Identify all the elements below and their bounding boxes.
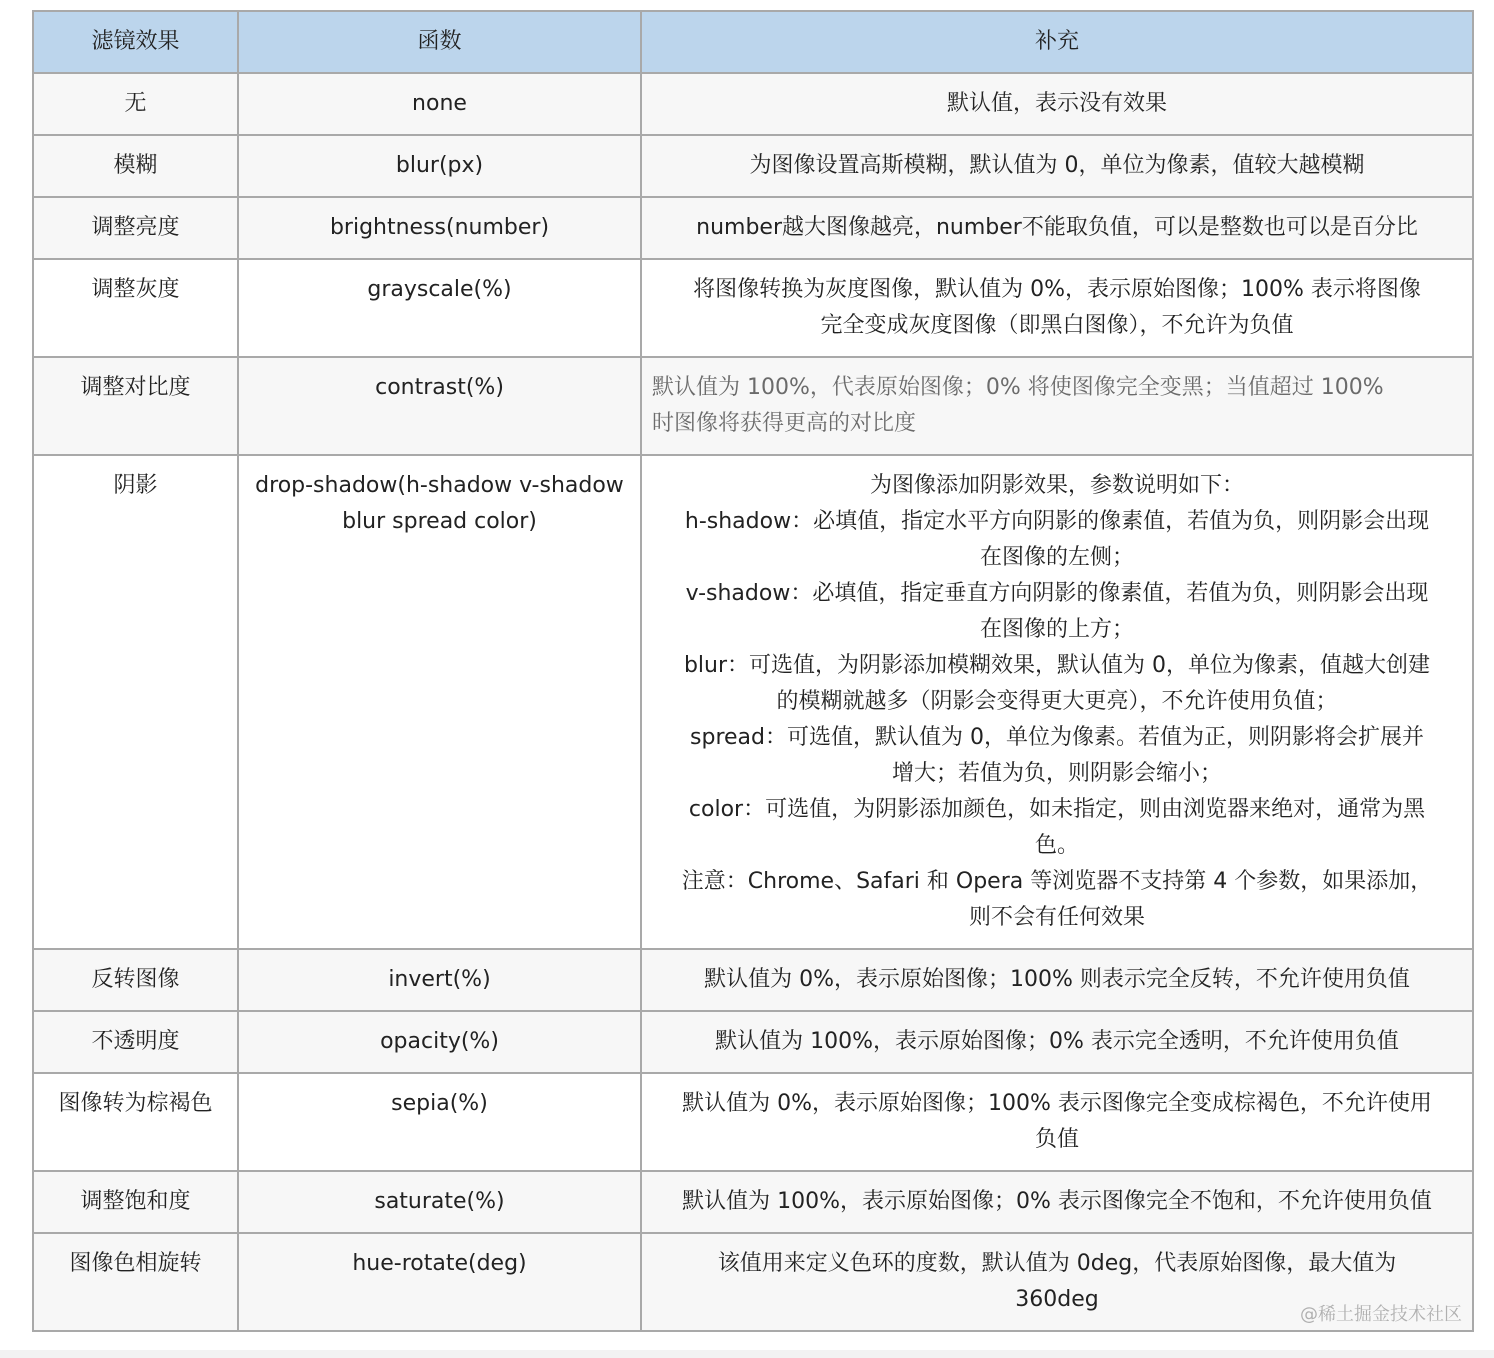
watermark: @稀土掘金技术社区 — [1300, 1304, 1462, 1325]
cell-effect: 无 — [33, 73, 238, 135]
cell-effect: 反转图像 — [33, 949, 238, 1011]
description-line: blur：可选值，为阴影添加模糊效果，默认值为 0，单位为像素，值越大创建 — [683, 653, 1431, 678]
cell-function: grayscale(%) — [238, 259, 641, 357]
description-line: 负值 — [1034, 1127, 1079, 1152]
description-line: color：可选值，为阴影添加颜色，如未指定，则由浏览器来绝对，通常为黑 — [688, 797, 1426, 822]
description-line: 为图像设置高斯模糊，默认值为 0，单位为像素，值较大越模糊 — [749, 153, 1365, 178]
cell-effect: 阴影 — [33, 455, 238, 949]
table-row — [33, 1171, 1473, 1233]
table-row — [33, 135, 1473, 197]
description-line: h-shadow：必填值，指定水平方向阴影的像素值，若值为负，则阴影会出现 — [684, 509, 1430, 534]
cell-description — [641, 455, 1473, 949]
table-row — [33, 197, 1473, 259]
cell-effect: 调整饱和度 — [33, 1171, 238, 1233]
description-line: v-shadow：必填值，指定垂直方向阴影的像素值，若值为负，则阴影会出现 — [685, 581, 1429, 606]
table-row — [33, 455, 1473, 949]
header-supplement: 补充 — [641, 11, 1473, 73]
description-line: 默认值为 100%，表示原始图像；0% 表示完全透明，不允许使用负值 — [715, 1029, 1399, 1054]
cell-function: sepia(%) — [238, 1073, 641, 1171]
filter-table-container — [32, 10, 1474, 1332]
function-line: blur spread color) — [342, 509, 537, 534]
cell-effect: 图像转为棕褐色 — [33, 1073, 238, 1171]
cell-effect: 调整灰度 — [33, 259, 238, 357]
description-line: 的模糊就越多（阴影会变得更大更亮），不允许使用负值； — [776, 689, 1338, 714]
description-line: 为图像添加阴影效果，参数说明如下： — [869, 473, 1244, 498]
table-row — [33, 1011, 1473, 1073]
function-line: drop-shadow(h-shadow v-shadow — [255, 473, 624, 498]
description-line: 该值用来定义色环的度数，默认值为 0deg，代表原始图像，最大值为 — [717, 1251, 1397, 1276]
cell-function: blur(px) — [238, 135, 641, 197]
table-row — [33, 949, 1473, 1011]
table-row — [33, 1233, 1473, 1331]
description-line: 默认值为 100%，表示原始图像；0% 表示图像完全不饱和，不允许使用负值 — [682, 1189, 1432, 1214]
cell-description — [641, 949, 1473, 1011]
cell-effect: 不透明度 — [33, 1011, 238, 1073]
cell-description — [641, 197, 1473, 259]
description-line: 默认值为 100%，代表原始图像；0% 将使图像完全变黑；当值超过 100% — [652, 375, 1384, 400]
description-line: 在图像的上方； — [979, 617, 1134, 642]
table-row — [33, 357, 1473, 455]
cell-function — [238, 455, 641, 949]
table-row — [33, 259, 1473, 357]
description-line: 增大；若值为负，则阴影会缩小； — [891, 761, 1222, 786]
table-row — [33, 1073, 1473, 1171]
description-line: 默认值为 0%，表示原始图像；100% 表示图像完全变成棕褐色，不允许使用 — [682, 1091, 1432, 1116]
cell-description — [641, 135, 1473, 197]
cell-function: contrast(%) — [238, 357, 641, 455]
cell-function: opacity(%) — [238, 1011, 641, 1073]
description-line: 默认值为 0%，表示原始图像；100% 则表示完全反转，不允许使用负值 — [704, 967, 1410, 992]
cell-description — [641, 1011, 1473, 1073]
description-line: 注意：Chrome、Safari 和 Opera 等浏览器不支持第 4 个参数，如果添加， — [681, 869, 1433, 894]
cell-description — [641, 1171, 1473, 1233]
cell-description — [641, 73, 1473, 135]
description-line: number越大图像越亮，number不能取负值，可以是整数也可以是百分比 — [696, 215, 1418, 240]
description-line: 时图像将获得更高的对比度 — [652, 411, 917, 436]
table-row — [33, 73, 1473, 135]
table-header-row — [33, 11, 1473, 73]
cell-function: saturate(%) — [238, 1171, 641, 1233]
description-line: 在图像的左侧； — [979, 545, 1134, 570]
description-line: 默认值，表示没有效果 — [946, 91, 1167, 116]
cell-effect: 调整对比度 — [33, 357, 238, 455]
cell-function: hue-rotate(deg) — [238, 1233, 641, 1331]
description-line: 将图像转换为灰度图像，默认值为 0%，表示原始图像；100% 表示将图像 — [693, 277, 1421, 302]
header-function: 函数 — [238, 11, 641, 73]
header-effect: 滤镜效果 — [33, 11, 238, 73]
description-line: 色。 — [1034, 833, 1079, 858]
cell-function: none — [238, 73, 641, 135]
cell-description — [641, 259, 1473, 357]
description-line: 360deg — [1015, 1287, 1099, 1312]
cell-effect: 调整亮度 — [33, 197, 238, 259]
cell-description — [641, 1073, 1473, 1171]
cell-effect: 模糊 — [33, 135, 238, 197]
description-line: spread：可选值，默认值为 0，单位为像素。若值为正，则阴影将会扩展并 — [690, 725, 1424, 750]
description-line: 则不会有任何效果 — [968, 905, 1145, 930]
filter-table — [32, 10, 1474, 1332]
cell-effect: 图像色相旋转 — [33, 1233, 238, 1331]
description-line: 完全变成灰度图像（即黑白图像），不允许为负值 — [820, 313, 1294, 338]
cell-function: invert(%) — [238, 949, 641, 1011]
cell-description — [641, 357, 1473, 455]
cell-function: brightness(number) — [238, 197, 641, 259]
bottom-divider — [0, 1350, 1494, 1358]
